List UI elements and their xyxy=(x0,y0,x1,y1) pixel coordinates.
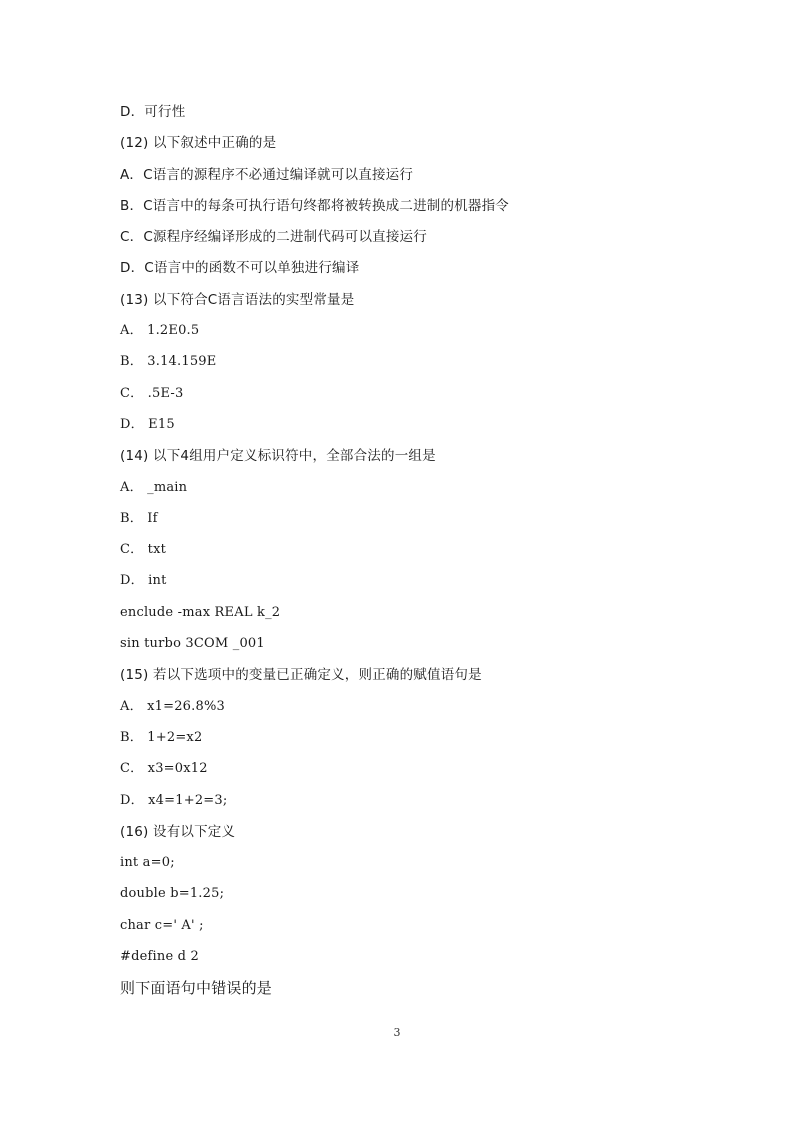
question-14-option-b: B． If xyxy=(120,510,158,526)
question-14-option-d: D． int xyxy=(120,573,167,589)
question-16-prompt: 则下面语句中错误的是 xyxy=(120,979,273,998)
question-16: (16) 设有以下定义 xyxy=(120,823,236,840)
identifier-row-2: sin turbo 3COM _001 xyxy=(120,636,265,652)
option-d-line: D．可行性 xyxy=(120,104,186,120)
question-13-option-a: A． 1.2E0.5 xyxy=(120,323,200,339)
question-15-option-a: A． x1=26.8%3 xyxy=(120,698,225,714)
code-line-define: #define d 2 xyxy=(120,949,200,965)
question-13: (13) 以下符合C语言语法的实型常量是 xyxy=(120,291,355,308)
question-14-option-a: A． _main xyxy=(120,479,188,495)
identifier-row-1: enclude -max REAL k_2 xyxy=(120,604,281,620)
code-line-int: int a=0; xyxy=(120,855,175,871)
question-13-option-b: B． 3.14.159E xyxy=(120,354,217,370)
question-12-option-c: C．C源程序经编译形成的二进制代码可以直接运行 xyxy=(120,229,427,246)
question-12-option-d: D．C语言中的函数不可以单独进行编译 xyxy=(120,260,360,277)
question-15-option-c: C． x3=0x12 xyxy=(120,761,208,777)
question-15-option-d: D． x4=1+2=3; xyxy=(120,792,228,808)
code-line-double: double b=1.25; xyxy=(120,886,225,902)
question-15-option-b: B． 1+2=x2 xyxy=(120,729,203,745)
code-line-char: char c=' A' ; xyxy=(120,917,204,933)
question-12-option-a: A．C语言的源程序不必通过编译就可以直接运行 xyxy=(120,166,414,183)
question-12: (12) 以下叙述中正确的是 xyxy=(120,135,277,152)
question-12-option-b: B．C语言中的每条可执行语句终都将被转换成二进制的机器指令 xyxy=(120,197,509,214)
page-number: 3 xyxy=(393,1026,401,1039)
question-14: (14) 以下4组用户定义标识符中，全部合法的一组是 xyxy=(120,448,436,465)
page-content xyxy=(120,101,680,1009)
question-13-option-d: D． E15 xyxy=(120,416,175,432)
question-13-option-c: C． .5E-3 xyxy=(120,385,184,401)
question-15: (15) 若以下选项中的变量已正确定义，则正确的赋值语句是 xyxy=(120,667,482,684)
question-14-option-c: C． txt xyxy=(120,542,167,558)
